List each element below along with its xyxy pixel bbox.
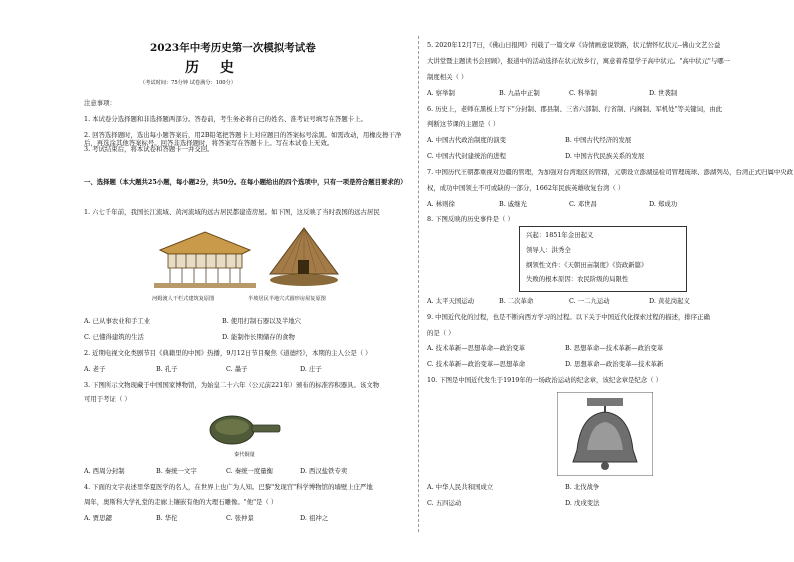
round-hut-image — [268, 226, 340, 290]
q6-option-d: D. 中国古代民族关系的发展 — [565, 152, 645, 160]
q6-option-a: A. 中国古代政治制度的演变 — [427, 136, 506, 144]
q1-caption-right: 半坡居民半地穴式圆形房屋复原图 — [248, 296, 326, 302]
q10-option-c: C. 五四运动 — [427, 499, 462, 507]
q3-option-d: D. 西汉盐铁专卖 — [300, 467, 348, 475]
q8-box-line-2: 领导人：洪秀全 — [526, 246, 571, 254]
q9-stem-1: 9. 中国近代化的过程，也是不断向西方学习的过程。以下关于中国近代化探索过程的描述，排序正确 — [427, 313, 710, 321]
q7-option-c: C. 邓世昌 — [569, 200, 597, 208]
q6-option-c: C. 中国古代封建统治的进程 — [427, 152, 507, 160]
q4-option-b: B. 华佗 — [156, 514, 178, 522]
q1-option-d: D. 能制作长期储存的食物 — [222, 333, 295, 341]
q8-option-b: B. 二次革命 — [499, 297, 534, 305]
q8-option-c: C. 一二九运动 — [569, 297, 610, 305]
q3-option-c: C. 秦统一度量衡 — [226, 467, 274, 475]
q5-option-a: A. 察举制 — [427, 89, 455, 97]
q10-stem: 10. 下图是中国近代发生于1919年的一场政治运动的纪念章，该纪念章是纪念（ ） — [427, 376, 662, 384]
q9-option-d: D. 思想革命—政治变革—技术革新 — [565, 360, 664, 368]
note-item-3: 3. 考试结束后，将本试卷和答题卡一并交回。 — [84, 145, 214, 153]
q7-option-b: B. 戚继光 — [499, 200, 527, 208]
q4-option-d: D. 祖冲之 — [300, 514, 329, 522]
q8-option-d: D. 黄花岗起义 — [649, 297, 690, 305]
q3-stem-2: 可用于考证（ ） — [84, 395, 131, 403]
q1-caption-left: 河姆渡人干栏式建筑复原图 — [152, 296, 215, 302]
note-item-2: 2. 回答选择题时，选出每小题答案后，用2B铅笔把答题卡上对应题目的答案标号涂黑。如需改动，用橡皮擦干净后，再选涂其他答案标号。回答非选择题时，将答案写在答题卡上。写在本试卷上无效。 — [84, 131, 402, 147]
q10-option-b: B. 北伐战争 — [565, 483, 600, 491]
q3-option-a: A. 西周分封制 — [84, 467, 125, 475]
q8-box-line-3: 纲领性文件：《天朝田亩制度》《资政新篇》 — [526, 261, 648, 269]
q7-stem-2: 权，成功中国领土不可或缺的一部分，1662年民族英雄收复台湾（ ） — [427, 184, 625, 192]
q8-box-line-1: 兴起：1851年金田起义 — [526, 231, 594, 239]
section-heading: 一、选择题（本大题共25小题，每小题2分，共50分。在每小题给出的四个选项中，只有一项是符合题目要求的） — [84, 178, 407, 186]
q7-option-d: D. 郑成功 — [649, 200, 678, 208]
q1-option-a: A. 已从事农业和手工业 — [84, 317, 151, 325]
q5-stem-3: 制度相关（ ） — [427, 73, 468, 81]
q10-option-d: D. 戊戌变法 — [565, 499, 600, 507]
q5-option-b: B. 九品中正制 — [499, 89, 540, 97]
q9-option-b: B. 思想革命—技术革新—政治变革 — [565, 344, 664, 352]
q4-stem-1: 4. 下面的文字表述里华夏医学的名人，在世界上也广为人知。巴黎"发现宫"科学博物馆的墙壁上庄严地 — [84, 483, 373, 491]
q3-option-b: B. 秦统一文字 — [156, 467, 197, 475]
q8-option-a: A. 太平天国运动 — [427, 297, 475, 305]
q2-option-a: A. 老子 — [84, 365, 106, 373]
q1-option-c: C. 已懂得建筑的生活 — [84, 333, 144, 341]
q5-option-d: D. 世袭制 — [649, 89, 678, 97]
exam-info: （考试时间：75分钟 试卷满分：100分） — [140, 80, 236, 86]
q8-stem: 8. 下图反映的历史事件是（ ） — [427, 215, 514, 223]
bronze-measure-image — [208, 408, 282, 448]
q3-stem-1: 3. 下图所示文物现藏于中国国家博物馆，为始皇二十六年（公元前221年）颁布的标准容积器具。该文物 — [84, 381, 380, 389]
subject-title: 历 史 — [185, 60, 242, 76]
q6-stem-1: 6. 历史上，老师在黑板上写下"分封制、郡县制、三省六部制、行省制、内阁制、军机处"等关键词，由此 — [427, 105, 723, 113]
q7-option-a: A. 林则徐 — [427, 200, 455, 208]
q7-stem-1: 7. 中国历代王朝都重视对边疆的管理，为加强对台湾地区的管辖，元朝设立澎湖巡检司管理琉球、澎湖列岛，台湾正式归属中央政 — [427, 169, 793, 176]
q4-stem-2: 周年，奥斯科大学礼堂的走廊上镶嵌有他的大理石雕像。"他"是（ ） — [84, 498, 278, 506]
q9-stem-2: 的是（ ） — [427, 329, 455, 337]
q5-stem-1: 5. 2020年12月7日，《佛山日报网》刊载了一篇文章《诗情画意说铁路，状元情怀忆状元--佛山文艺公益 — [427, 41, 721, 49]
q2-option-b: B. 孔子 — [156, 365, 178, 373]
q6-stem-2: 判断这节课的主题是（ ） — [427, 120, 500, 128]
q4-option-c: C. 张仲景 — [226, 514, 254, 522]
q8-box-line-4: 失败的根本原因：农民阶级的局限性 — [526, 275, 629, 283]
q2-option-d: D. 庄子 — [300, 365, 322, 373]
q4-option-a: A. 贾思勰 — [84, 514, 112, 522]
q6-option-b: B. 中国古代经济的发展 — [565, 136, 632, 144]
exam-title: 2023年中考历史第一次模拟考试卷 — [150, 42, 316, 54]
q1-stem: 1. 六七千年前，我国长江流域、黄河流域的远古居民都建造房屋。如下图，这反映了当时我国的远古居民 — [84, 208, 380, 216]
q5-stem-2: 大讲堂暨主题读书会回顾》，报道中的活动选择在状元故乡行，寓意着希望学子高中状元。"高中状元"与哪一 — [427, 57, 731, 65]
q10-option-a: A. 中华人民共和国成立 — [427, 483, 494, 491]
q3-caption: 秦代铜量 — [234, 452, 255, 458]
commemorative-badge-image — [557, 392, 653, 476]
q1-option-b: B. 使用打制石器以及半地穴 — [222, 317, 302, 325]
q5-option-c: C. 科举制 — [569, 89, 597, 97]
note-item-1: 1. 本试卷分选择题和非选择题两部分。答卷前，考生务必将自己的姓名、准考证号填写在答题卡上。 — [84, 115, 367, 123]
q9-option-c: C. 技术革新—政治变革—思想革命 — [427, 360, 526, 368]
stilt-house-image — [150, 228, 260, 290]
column-divider — [418, 36, 419, 532]
notes-label: 注意事项： — [84, 99, 116, 107]
q2-stem: 2. 近期电视文化类剧节目《典籍里的中国》热播，9月12日节目聚焦《道德经》，本期的主人公是（ ） — [84, 349, 372, 357]
q9-option-a: A. 技术革新—思想革命—政治变革 — [427, 344, 526, 352]
q8-info-box — [519, 226, 687, 292]
q2-option-c: C. 墨子 — [226, 365, 248, 373]
